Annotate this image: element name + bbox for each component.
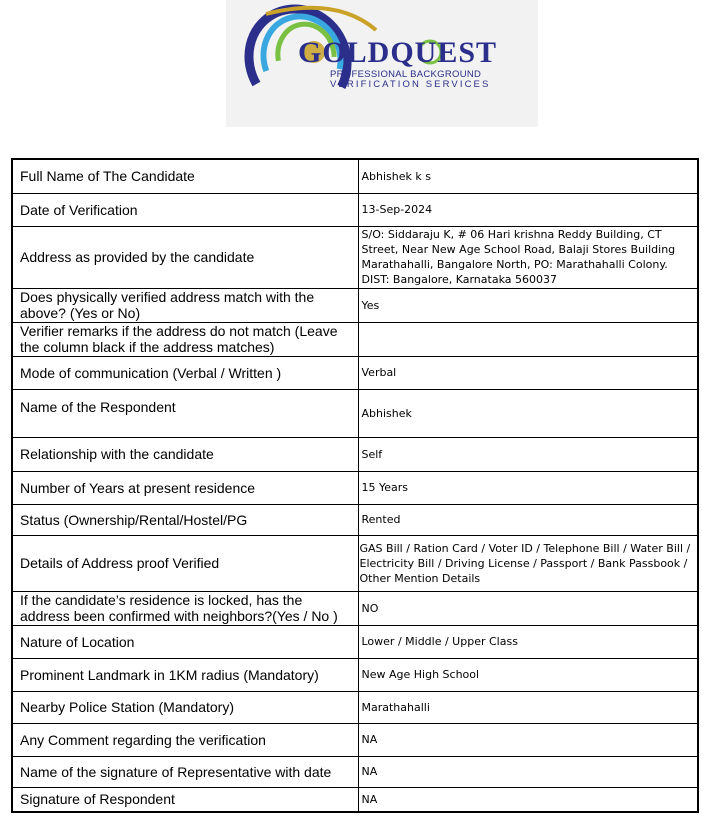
field-label: Nature of Location (12, 625, 358, 658)
field-label: Prominent Landmark in 1KM radius (Mandatory) (12, 658, 358, 691)
field-value: Yes (358, 288, 698, 322)
table-row (12, 723, 698, 756)
field-label: Name of the signature of Representative with date (12, 756, 358, 787)
table-row (12, 322, 698, 356)
field-value (358, 322, 698, 356)
field-value: Abhishek (358, 389, 698, 437)
field-value: 15 Years (358, 471, 698, 504)
field-value: GAS Bill / Ration Card / Voter ID / Telephone Bill / Water Bill / Electricity Bill / Driving License / Passport / Bank Passbook / Other Mention Details (358, 535, 698, 591)
table-row (12, 437, 698, 471)
field-label: Details of Address proof Verified (12, 535, 358, 591)
table-row (12, 691, 698, 723)
table-row (12, 591, 698, 625)
table-row (12, 389, 698, 437)
field-label: Does physically verified address match with the above? (Yes or No) (12, 288, 358, 322)
table-row (12, 504, 698, 535)
field-value: Marathahalli (358, 691, 698, 723)
table-row (12, 159, 698, 193)
field-label: Any Comment regarding the verification (12, 723, 358, 756)
field-label: Mode of communication (Verbal / Written ) (12, 356, 358, 389)
table-row (12, 535, 698, 591)
table-row (12, 756, 698, 787)
field-value: Abhishek k s (358, 159, 698, 193)
field-value: NA (358, 723, 698, 756)
field-value: Rented (358, 504, 698, 535)
field-value: NA (358, 756, 698, 787)
field-value: Lower / Middle / Upper Class (358, 625, 698, 658)
field-value: Verbal (358, 356, 698, 389)
company-logo (226, 0, 538, 127)
table-row (12, 226, 698, 288)
field-value: S/O: Siddaraju K, # 06 Hari krishna Reddy Building, CT Street, Near New Age School Road, Balaji Stores Building Marathahalli, Bangalore North, PO: Marathahalli Colony. DIST: Bangalore, Karnataka 560037 (358, 226, 698, 288)
field-label: Full Name of The Candidate (12, 159, 358, 193)
field-label: Signature of Respondent (12, 787, 358, 812)
table-row (12, 193, 698, 226)
field-value: NO (358, 591, 698, 625)
table-row (12, 356, 698, 389)
field-label: If the candidate’s residence is locked, has the address been confirmed with neighbors?(Yes / No ) (12, 591, 358, 625)
table-row (12, 658, 698, 691)
field-value: 13-Sep-2024 (358, 193, 698, 226)
field-label: Date of Verification (12, 193, 358, 226)
table-row (12, 288, 698, 322)
logo-brand-text: GOLDQUEST (298, 36, 498, 69)
field-label: Name of the Respondent (12, 389, 358, 437)
field-label: Status (Ownership/Rental/Hostel/PG (12, 504, 358, 535)
field-label: Verifier remarks if the address do not match (Leave the column black if the address matches) (12, 322, 358, 356)
field-value: New Age High School (358, 658, 698, 691)
logo-tagline-line2: VERIFICATION SERVICES (330, 79, 491, 90)
field-value: NA (358, 787, 698, 812)
table-row (12, 471, 698, 504)
field-label: Nearby Police Station (Mandatory) (12, 691, 358, 723)
address-verification-table (11, 158, 699, 813)
table-row (12, 625, 698, 658)
logo-tagline-line1: PROFESSIONAL BACKGROUND (330, 69, 482, 80)
field-value: Self (358, 437, 698, 471)
field-label: Number of Years at present residence (12, 471, 358, 504)
field-label: Relationship with the candidate (12, 437, 358, 471)
table-row (12, 787, 698, 812)
field-label: Address as provided by the candidate (12, 226, 358, 288)
